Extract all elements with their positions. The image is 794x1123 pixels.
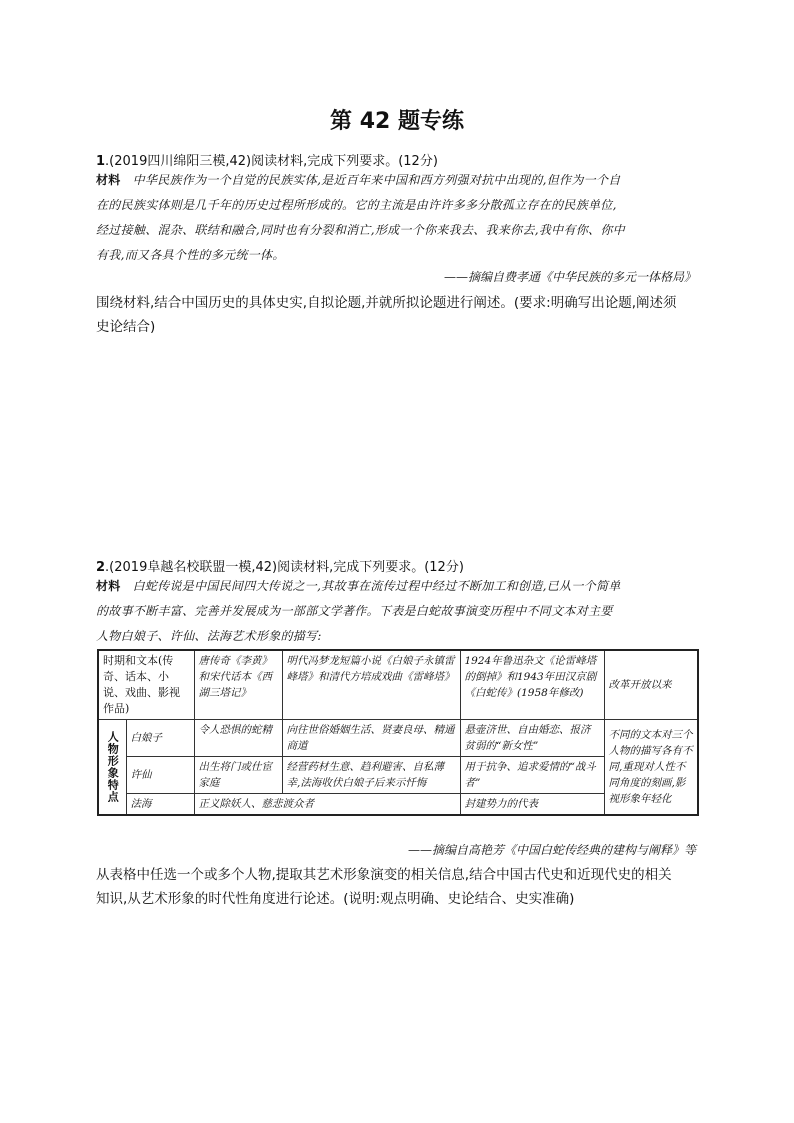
page-title: 第 42 题专练	[330, 109, 464, 134]
question-2-number: 2	[96, 560, 106, 575]
question-2-heading	[96, 556, 696, 575]
task-line: 围绕材料,结合中国历史的具体史实,自拟论题,并就所拟论题进行阐述。(要求:明确写出论题,阐述须	[96, 295, 677, 311]
question-1-number: 1	[96, 154, 106, 169]
question-2-source-info: .(2019阜越名校联盟一模,42)阅读材料,完成下列要求。(12分)	[105, 560, 464, 575]
table-cell: 悬壶济世、自由婚恋、报济贫弱的“新女性”	[460, 720, 604, 757]
character-name: 许仙	[126, 757, 194, 794]
row-group-label: 人物形象特点	[98, 720, 126, 816]
table-header-cell: 时期和文本(传奇、话本、小说、戏曲、影视作品)	[98, 650, 194, 720]
material-label: 材料	[96, 579, 121, 593]
question-1-citation: ——摘编自费孝通《中华民族的多元一体格局》	[443, 270, 696, 284]
table-cell: 出生将门或仕宦家庭	[194, 757, 282, 794]
task-line: 知识,从艺术形象的时代性角度进行论述。(说明:观点明确、史论结合、史实准确)	[96, 891, 575, 907]
baishe-table	[97, 649, 699, 816]
question-2-task	[96, 863, 698, 911]
material-line: 材料 白蛇传说是中国民间四大传说之一,其故事在流传过程中经过不断加工和创造,已从一个简单	[96, 579, 621, 593]
table-cell: 用于抗争、追求爱情的“战斗者”	[460, 757, 604, 794]
question-1-material	[96, 168, 696, 268]
table-cell: 正义除妖人、慈悲渡众者	[194, 794, 460, 816]
table-header-cell: 1924年鲁迅杂文《论雷峰塔的倒掉》和1943年田汉京剧《白蛇传》(1958年修改)	[460, 650, 604, 720]
material-line: 人物白娘子、许仙、法海艺术形象的描写:	[96, 629, 322, 643]
table-cell-summary: 不同的文本对三个人物的描写各有不同,重现对人性不同角度的刻画,影视形象年轻化	[604, 720, 698, 816]
table-cell: 封建势力的代表	[460, 794, 604, 816]
question-1-source-info: .(2019四川绵阳三模,42)阅读材料,完成下列要求。(12分)	[105, 154, 438, 169]
material-line: 在的民族实体则是几千年的历史过程所形成的。它的主流是由许许多多分散孤立存在的民族单位,	[96, 198, 617, 212]
task-line: 从表格中任选一个或多个人物,提取其艺术形象演变的相关信息,结合中国古代史和近现代史的相关	[96, 867, 672, 883]
question-1-task	[96, 291, 698, 339]
table-header-row	[98, 650, 698, 720]
table-cell: 向往世俗婚姻生活、贤妻良母、精通商道	[282, 720, 460, 757]
material-label: 材料	[96, 173, 121, 187]
table-row	[98, 720, 698, 757]
material-line: 有我,而又各具个性的多元统一体。	[96, 248, 285, 262]
question-2-material	[96, 574, 696, 649]
table-header-cell: 唐传奇《李黄》和宋代话本《西湖三塔记》	[194, 650, 282, 720]
character-name: 法海	[126, 794, 194, 816]
material-line: 的故事不断丰富、完善并发展成为一部部文学著作。下表是白蛇故事演变历程中不同文本对主要	[96, 604, 613, 618]
table-cell: 经营药材生意、趋利避害、自私薄幸,法海收伏白娘子后来示忏悔	[282, 757, 460, 794]
table-header-cell: 改革开放以来	[604, 650, 698, 720]
table-cell: 令人恐惧的蛇精	[194, 720, 282, 757]
task-line: 史论结合)	[96, 319, 156, 335]
character-name: 白娘子	[126, 720, 194, 757]
table-header-cell: 明代冯梦龙短篇小说《白娘子永镇雷峰塔》和清代方培成戏曲《雷峰塔》	[282, 650, 460, 720]
question-2-citation: ——摘编自高艳芳《中国白蛇传经典的建构与阐释》等	[407, 843, 696, 857]
material-line: 经过接触、混杂、联结和融合,同时也有分裂和消亡,形成一个你来我去、我来你去,我中有你、你中	[96, 223, 625, 237]
material-line: 材料 中华民族作为一个自觉的民族实体,是近百年来中国和西方列强对抗中出现的,但作为一个自	[96, 173, 621, 187]
question-1-heading	[96, 150, 696, 169]
